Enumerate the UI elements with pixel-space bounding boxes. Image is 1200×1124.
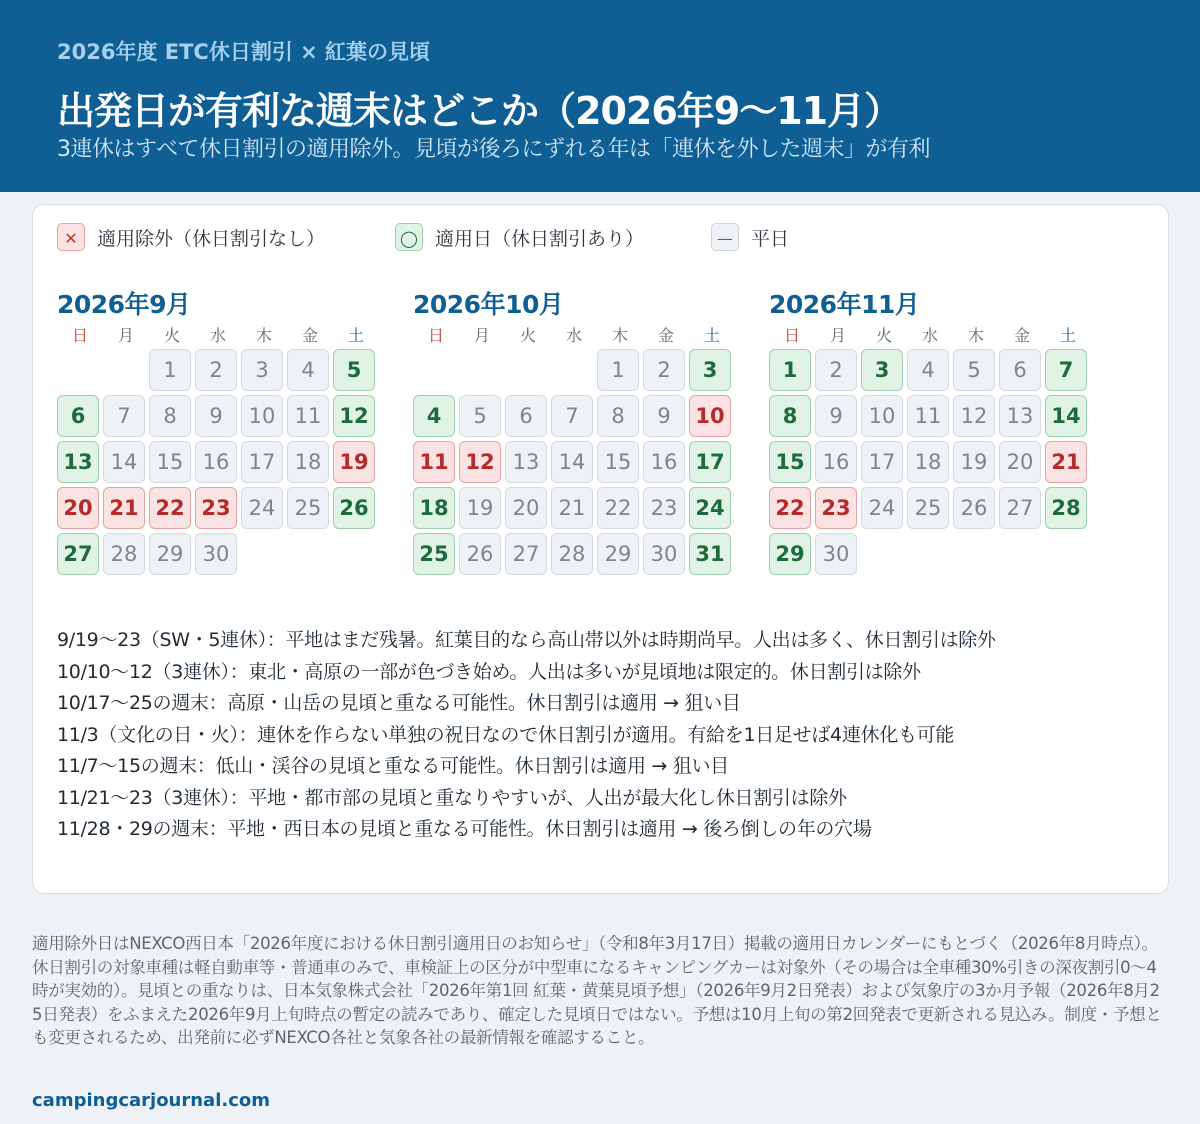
day-cell-holiday: 22 <box>769 487 811 529</box>
day-cell-holiday: 11 <box>413 441 455 483</box>
legend-label: 適用日（休日割引あり） <box>435 227 645 250</box>
day-cell-weekday: 3 <box>241 349 283 391</box>
day-cell-weekend: 17 <box>689 441 731 483</box>
weekday-header: 金 <box>657 326 674 345</box>
day-cell-weekday: 12 <box>953 395 995 437</box>
day-cell-weekday: 26 <box>459 533 501 575</box>
weekday-header: 日 <box>71 326 88 345</box>
day-cell-weekday: 14 <box>551 441 593 483</box>
day-cell-weekday: 7 <box>103 395 145 437</box>
day-cell-weekend: 3 <box>689 349 731 391</box>
day-cell-weekday: 28 <box>551 533 593 575</box>
day-cell-weekday: 30 <box>643 533 685 575</box>
day-cell-weekend: 5 <box>333 349 375 391</box>
day-cell-weekend: 28 <box>1045 487 1087 529</box>
day-cell-weekday: 4 <box>287 349 329 391</box>
day-cell-weekday: 20 <box>999 441 1041 483</box>
note-item: 11/28・29の週末：平地・西日本の見頃と重なる可能性。休日割引は適用 → 後ろ倒しの年の穴場 <box>57 818 872 840</box>
legend-label: 適用除外（休日割引なし） <box>97 227 326 250</box>
cross-icon: ✕ <box>57 223 85 251</box>
day-cell-holiday: 23 <box>815 487 857 529</box>
legend-item-weekend <box>395 223 644 251</box>
day-cell-weekday: 17 <box>861 441 903 483</box>
day-cell-weekend: 7 <box>1045 349 1087 391</box>
calendar-card <box>32 204 1169 894</box>
day-cell-weekday: 11 <box>287 395 329 437</box>
day-cell-weekday: 1 <box>149 349 191 391</box>
month-calendar-november <box>769 285 1099 566</box>
month-calendar-september <box>57 285 387 566</box>
day-cell-weekday: 22 <box>597 487 639 529</box>
day-cell-holiday: 21 <box>103 487 145 529</box>
weekday-header: 水 <box>921 326 938 345</box>
day-cell-holiday: 22 <box>149 487 191 529</box>
day-cell-holiday: 20 <box>57 487 99 529</box>
day-cell-weekday: 2 <box>195 349 237 391</box>
day-cell-holiday: 10 <box>689 395 731 437</box>
dash-icon: — <box>711 223 739 251</box>
day-cell-weekend: 14 <box>1045 395 1087 437</box>
day-cell-weekday: 25 <box>907 487 949 529</box>
weekday-header: 木 <box>255 326 272 345</box>
day-cell-weekday: 30 <box>195 533 237 575</box>
day-cell-weekday: 5 <box>953 349 995 391</box>
day-cell-weekday: 7 <box>551 395 593 437</box>
day-cell-weekday: 17 <box>241 441 283 483</box>
day-cell-holiday: 12 <box>459 441 501 483</box>
day-cell-weekday: 20 <box>505 487 547 529</box>
legend-label: 平日 <box>751 227 790 250</box>
day-cell-weekday: 8 <box>149 395 191 437</box>
day-cell-weekday: 27 <box>999 487 1041 529</box>
month-calendar-october <box>413 285 743 566</box>
day-cell-weekend: 15 <box>769 441 811 483</box>
day-cell-weekday: 23 <box>643 487 685 529</box>
day-cell-weekend: 3 <box>861 349 903 391</box>
day-cell-weekday: 8 <box>597 395 639 437</box>
note-item: 11/3（文化の日・火）：連休を作らない単独の祝日なので休日割引が適用。有給を1日足せば4連休化も可能 <box>57 723 955 746</box>
weekday-header: 日 <box>427 326 444 345</box>
weekday-header: 水 <box>209 326 226 345</box>
day-cell-weekday: 9 <box>643 395 685 437</box>
day-cell-weekday: 15 <box>149 441 191 483</box>
weekday-header: 火 <box>163 326 180 345</box>
month-title: 2026年11月 <box>769 290 920 319</box>
day-cell-weekday: 30 <box>815 533 857 575</box>
weekday-header: 水 <box>565 326 582 345</box>
day-cell-weekday: 5 <box>459 395 501 437</box>
note-item: 10/17〜25の週末：高原・山岳の見頃と重なる可能性。休日割引は適用 → 狙い目 <box>57 692 741 714</box>
weekday-header: 金 <box>301 326 318 345</box>
page-subtitle: 3連休はすべて休日割引の適用除外。見頃が後ろにずれる年は「連休を外した週末」が有利 <box>57 137 931 162</box>
day-cell-weekday: 25 <box>287 487 329 529</box>
note-item: 11/21〜23（3連休）：平地・都市部の見頃と重なりやすいが、人出が最大化し休日割引は除外 <box>57 786 847 809</box>
day-cell-weekday: 9 <box>815 395 857 437</box>
day-cell-weekday: 16 <box>195 441 237 483</box>
day-cell-weekend: 1 <box>769 349 811 391</box>
day-cell-weekend: 8 <box>769 395 811 437</box>
day-cell-weekday: 1 <box>597 349 639 391</box>
weekday-header: 月 <box>473 326 490 345</box>
day-cell-weekday: 16 <box>815 441 857 483</box>
legend-item-holiday <box>57 223 325 251</box>
day-cell-weekday: 10 <box>861 395 903 437</box>
day-cell-weekday: 14 <box>103 441 145 483</box>
weekday-header: 金 <box>1013 326 1030 345</box>
day-cell-weekday: 13 <box>999 395 1041 437</box>
weekday-header: 土 <box>1059 326 1076 345</box>
note-item: 11/7〜15の週末：低山・渓谷の見頃と重なる可能性。休日割引は適用 → 狙い目 <box>57 755 729 777</box>
weekday-header: 土 <box>347 326 364 345</box>
day-cell-weekend: 25 <box>413 533 455 575</box>
weekday-header: 土 <box>703 326 720 345</box>
day-cell-weekday: 11 <box>907 395 949 437</box>
day-cell-weekend: 31 <box>689 533 731 575</box>
day-cell-weekend: 29 <box>769 533 811 575</box>
note-item: 10/10〜12（3連休）：東北・高原の一部が色づき始め。人出は多いが見頃地は限定的。休日割引は除外 <box>57 660 921 683</box>
day-cell-weekday: 18 <box>907 441 949 483</box>
day-cell-weekday: 27 <box>505 533 547 575</box>
day-cell-weekend: 6 <box>57 395 99 437</box>
weekday-header: 木 <box>967 326 984 345</box>
day-cell-weekday: 16 <box>643 441 685 483</box>
day-cell-holiday: 23 <box>195 487 237 529</box>
day-cell-weekday: 18 <box>287 441 329 483</box>
header-kicker: 2026年度 ETC休日割引 × 紅葉の見頃 <box>57 40 431 64</box>
day-cell-weekday: 19 <box>459 487 501 529</box>
circle-icon: ◯ <box>395 223 423 251</box>
day-cell-weekday: 26 <box>953 487 995 529</box>
site-link[interactable]: campingcarjournal.com <box>32 1090 271 1111</box>
weekday-header: 日 <box>783 326 800 345</box>
day-cell-weekday: 21 <box>551 487 593 529</box>
day-cell-holiday: 21 <box>1045 441 1087 483</box>
day-cell-weekend: 27 <box>57 533 99 575</box>
notes-list <box>57 625 1147 846</box>
day-cell-weekend: 26 <box>333 487 375 529</box>
day-cell-weekend: 13 <box>57 441 99 483</box>
weekday-header: 月 <box>117 326 134 345</box>
day-cell-weekday: 6 <box>505 395 547 437</box>
day-cell-weekday: 29 <box>597 533 639 575</box>
page-title: 出発日が有利な週末はどこか（2026年9〜11月） <box>57 89 902 133</box>
note-item: 9/19〜23（SW・5連休）：平地はまだ残暑。紅葉目的なら高山帯以外は時期尚早。人出は多く、休日割引は除外 <box>57 629 996 651</box>
day-cell-weekday: 10 <box>241 395 283 437</box>
header-banner <box>0 0 1200 192</box>
day-cell-weekday: 9 <box>195 395 237 437</box>
day-cell-weekday: 28 <box>103 533 145 575</box>
day-cell-weekday: 15 <box>597 441 639 483</box>
weekday-header: 火 <box>519 326 536 345</box>
day-cell-weekend: 4 <box>413 395 455 437</box>
day-cell-weekend: 12 <box>333 395 375 437</box>
day-cell-weekday: 29 <box>149 533 191 575</box>
day-cell-weekday: 13 <box>505 441 547 483</box>
day-cell-weekend: 24 <box>689 487 731 529</box>
day-cell-weekday: 4 <box>907 349 949 391</box>
weekday-header: 木 <box>611 326 628 345</box>
footer-note: 適用除外日はNEXCO西日本「2026年度における休日割引適用日のお知らせ」（令和8年3月17日）掲載の適用日カレンダーにもとづく（2026年8月時点）。休日割引の対象車種は軽自動車等・普通車のみで、車検証上の区分が中型車になるキャンピングカーは対象外（その場合は全車種30%引きの深夜割引0〜4時が実効的）。見頃との重なりは、日本気象株式会社「2026年第1回 紅葉・黄葉見頃予想」（2026年9月2日発表）および気象庁の3か月予報（2026年8月25日発表）をふまえた2026年9月上旬時点の暫定の読みであり、確定した見頃日ではない。予想は10月上旬の第2回発表で更新される見込み。制度・予想とも変更されるため、出発前に必ずNEXCO各社と気象各社の最新情報を確認すること。 <box>32 934 1162 1047</box>
day-cell-holiday: 19 <box>333 441 375 483</box>
weekday-header: 月 <box>829 326 846 345</box>
day-cell-weekday: 19 <box>953 441 995 483</box>
weekday-header: 火 <box>875 326 892 345</box>
day-cell-weekday: 2 <box>643 349 685 391</box>
day-cell-weekday: 2 <box>815 349 857 391</box>
month-title: 2026年9月 <box>57 290 191 319</box>
day-cell-weekday: 24 <box>241 487 283 529</box>
legend-item-weekday <box>711 223 789 251</box>
day-cell-weekday: 24 <box>861 487 903 529</box>
day-cell-weekend: 18 <box>413 487 455 529</box>
day-cell-weekday: 6 <box>999 349 1041 391</box>
month-title: 2026年10月 <box>413 290 564 319</box>
